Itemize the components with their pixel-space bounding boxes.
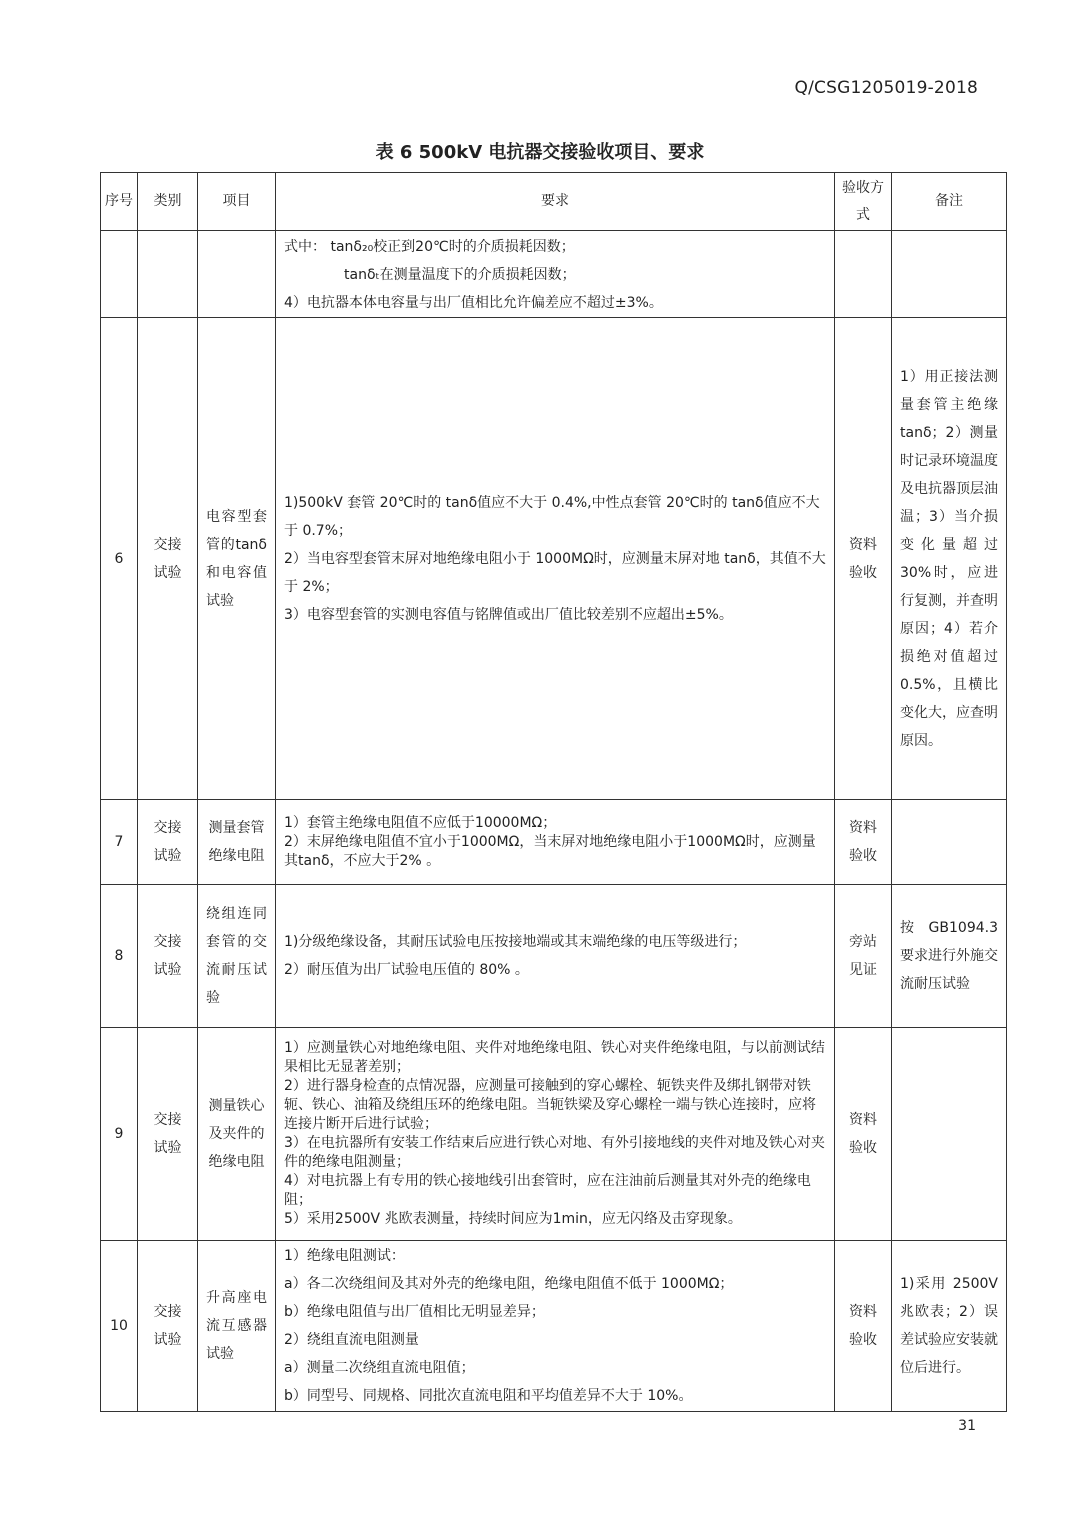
row-requirement [276, 1028, 835, 1241]
row-category [138, 231, 198, 318]
document-code: Q/CSG1205019-2018 [794, 78, 978, 98]
row-requirement [276, 1241, 835, 1412]
row-no: 6 [101, 318, 138, 800]
row-mode: 资料验收 [835, 318, 892, 800]
requirement-line: 2）末屏绝缘电阻值不宜小于1000MΩ，当末屏对地绝缘电阻小于1000MΩ时，应测量其tanδ，不应大于2% 。 [284, 833, 816, 869]
table-row [101, 1028, 1007, 1241]
requirement-line: a）测量二次绕组直流电阻值； [284, 1360, 475, 1376]
row-mode: 旁站见证 [835, 885, 892, 1028]
row-item: 升高座电流互感器试验 [198, 1241, 276, 1412]
column-header-requirement: 要求 [276, 173, 835, 231]
row-category: 交接试验 [138, 318, 198, 800]
table-row [101, 885, 1007, 1028]
row-mode: 资料验收 [835, 1028, 892, 1241]
page-number: 31 [958, 1418, 976, 1434]
row-note: 按 GB1094.3 要求进行外施交流耐压试验 [892, 885, 1007, 1028]
column-header-item: 项目 [198, 173, 276, 231]
requirement-line: 3）电容型套管的实测电容值与铭牌值或出厂值比较差别不应超出±5%。 [284, 606, 733, 623]
row-no: 8 [101, 885, 138, 1028]
row-note: 1）用正接法测量套管主绝缘 tanδ；2）测量时记录环境温度及电抗器顶层油温；3）当介损变化量超过 30%时，应进行复测，并查明原因；4）若介损绝对值超过 0.5%，且横比变化大，应查明原因。 [892, 318, 1007, 800]
row-item: 电容型套管的tanδ和电容值试验 [198, 318, 276, 800]
row-item: 绕组连同套管的交流耐压试验 [198, 885, 276, 1028]
table-header-row [101, 173, 1007, 231]
requirement-line: 1)分级绝缘设备，其耐压试验电压按接地端或其末端绝缘的电压等级进行； [284, 934, 747, 950]
column-header-no: 序号 [101, 173, 138, 231]
row-requirement [276, 318, 835, 800]
acceptance-table [100, 172, 1007, 1412]
requirement-line: 2）耐压值为出厂试验电压值的 80% 。 [284, 962, 529, 978]
requirement-line: tanδₜ在测量温度下的介质损耗因数； [344, 267, 576, 283]
row-no: 10 [101, 1241, 138, 1412]
table-row [101, 1241, 1007, 1412]
row-note [892, 800, 1007, 885]
row-note [892, 1028, 1007, 1241]
row-note: 1)采用 2500V 兆欧表；2）误差试验应安装就位后进行。 [892, 1241, 1007, 1412]
requirement-line: 4）对电抗器上有专用的铁心接地线引出套管时，应在注油前后测量其对外壳的绝缘电阻； [284, 1173, 811, 1208]
column-header-mode: 验收方式 [835, 173, 892, 231]
requirement-line: a）各二次绕组间及其对外壳的绝缘电阻，绝缘电阻值不低于 1000MΩ； [284, 1276, 734, 1292]
requirement-line: 1)500kV 套管 20℃时的 tanδ值应不大于 0.4%,中性点套管 20℃时的 tanδ值应不大于 0.7%； [284, 494, 820, 539]
row-mode: 资料验收 [835, 1241, 892, 1412]
table-row [101, 800, 1007, 885]
row-no: 9 [101, 1028, 138, 1241]
row-item: 测量套管绝缘电阻 [198, 800, 276, 885]
table-title: 表 6 500kV 电抗器交接验收项目、要求 [375, 142, 705, 163]
row-item: 测量铁心及夹件的绝缘电阻 [198, 1028, 276, 1241]
row-no: 7 [101, 800, 138, 885]
column-header-note: 备注 [892, 173, 1007, 231]
requirement-line: 1）绝缘电阻测试： [284, 1248, 405, 1264]
row-category: 交接试验 [138, 1028, 198, 1241]
table-row [101, 231, 1007, 318]
requirement-line: 3）在电抗器所有安装工作结束后应进行铁心对地、有外引接地线的夹件对地及铁心对夹件的绝缘电阻测量； [284, 1135, 825, 1170]
row-requirement [276, 231, 835, 318]
requirement-line: 2）绕组直流电阻测量 [284, 1332, 419, 1348]
requirement-line: b）同型号、同规格、同批次直流电阻和平均值差异不大于 10%。 [284, 1388, 693, 1404]
column-header-category: 类别 [138, 173, 198, 231]
table-row [101, 318, 1007, 800]
row-category: 交接试验 [138, 885, 198, 1028]
row-note [892, 231, 1007, 318]
row-requirement [276, 885, 835, 1028]
requirement-line: 4）电抗器本体电容量与出厂值相比允许偏差应不超过±3%。 [284, 295, 663, 311]
requirement-line: 2）当电容型套管末屏对地绝缘电阻小于 1000MΩ时，应测量末屏对地 tanδ，其值不大于 2%； [284, 550, 826, 595]
row-category: 交接试验 [138, 1241, 198, 1412]
row-mode: 资料验收 [835, 800, 892, 885]
row-category: 交接试验 [138, 800, 198, 885]
row-requirement [276, 800, 835, 885]
row-item [198, 231, 276, 318]
requirement-line: 2）进行器身检查的点情况器，应测量可接触到的穿心螺栓、轭铁夹件及绑扎钢带对铁轭、铁心、油箱及绕组压环的绝缘电阻。当轭铁梁及穿心螺栓一端与铁心连接时，应将连接片断开后进行试验； [284, 1078, 816, 1132]
requirement-line: 1）应测量铁心对地绝缘电阻、夹件对地绝缘电阻、铁心对夹件绝缘电阻，与以前测试结果相比无显著差别； [284, 1040, 825, 1075]
row-mode [835, 231, 892, 318]
requirement-line: 5）采用2500V 兆欧表测量，持续时间应为1min，应无闪络及击穿现象。 [284, 1211, 742, 1227]
requirement-line: 1）套管主绝缘电阻值不应低于10000MΩ； [284, 814, 557, 831]
row-no [101, 231, 138, 318]
requirement-line: b）绝缘电阻值与出厂值相比无明显差异； [284, 1304, 545, 1320]
requirement-line: 式中： tanδ₂₀校正到20℃时的介质损耗因数； [284, 239, 575, 255]
